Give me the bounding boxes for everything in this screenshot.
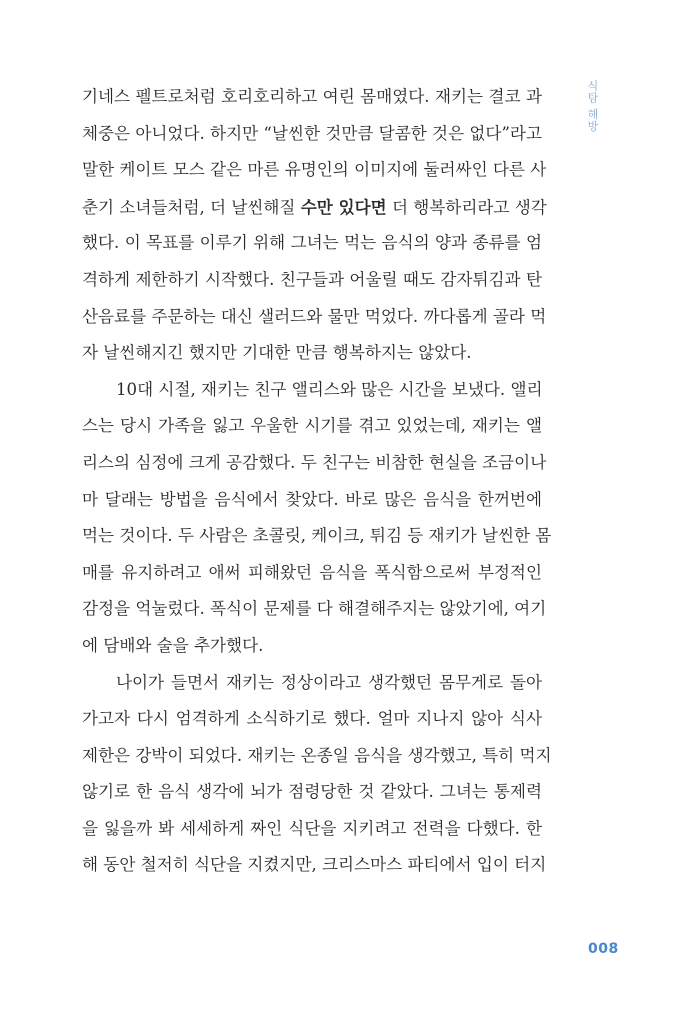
- text-line: 제한은 강박이 되었다. 재키는 온종일 음식을 생각했고, 특히 먹지: [82, 745, 552, 765]
- text-line: 리스의 심정에 크게 공감했다. 두 친구는 비참한 현실을 조금이나: [82, 452, 547, 472]
- text-line-with-emphasis: [82, 189, 547, 226]
- text-line: 감정을 억눌렀다. 폭식이 문제를 다 해결해주지는 않았기에, 여기: [82, 599, 547, 619]
- text-line: 말한 케이트 모스 같은 마른 유명인의 이미지에 둘러싸인 다른 사: [82, 160, 547, 180]
- body-text: [82, 79, 552, 884]
- text-line: 가고자 다시 엄격하게 소식하기로 했다. 얼마 지나지 않아 식사: [82, 709, 542, 729]
- text-line: 을 잃을까 봐 세세하게 짜인 식단을 지키려고 전력을 다했다. 한: [82, 818, 542, 838]
- text-line: 기네스 펠트로처럼 호리호리하고 여린 몸매였다. 재키는 결코 과: [82, 87, 542, 106]
- text-segment: 춘기 소녀들처럼, 더 날씬해질: [82, 197, 301, 217]
- text-line: 않기로 한 음식 생각에 뇌가 점령당한 것 같았다. 그녀는 통제력: [82, 782, 542, 802]
- text-line: 산음료를 주문하는 대신 샐러드와 물만 먹었다. 까다롭게 골라 먹: [82, 306, 547, 326]
- text-line: 격하게 제한하기 시작했다. 친구들과 어울릴 때도 감자튀김과 탄: [82, 269, 542, 289]
- text-line: 스는 당시 가족을 잃고 우울한 시기를 겪고 있었는데, 재키는 앨: [82, 416, 542, 436]
- text-line: 해 동안 철저히 식단을 지켰지만, 크리스마스 파티에서 입이 터지: [82, 855, 547, 875]
- page-number: 008: [588, 941, 619, 957]
- text-line: 에 담배와 술을 추가했다.: [82, 635, 264, 655]
- emphasized-text: 수만 있다면: [300, 196, 387, 217]
- text-line-paragraph-start: 나이가 들면서 재키는 정상이라고 생각했던 몸무게로 돌아: [116, 672, 542, 692]
- text-line: 매를 유지하려고 애써 피해왔던 음식을 폭식함으로써 부정적인: [82, 562, 542, 582]
- chapter-side-label: 식탐 해방: [586, 80, 599, 133]
- text-line: 했다. 이 목표를 이루기 위해 그녀는 먹는 음식의 양과 종류를 엄: [82, 233, 542, 253]
- text-line: 체중은 아니었다. 하지만 “날씬한 것만큼 달콤한 것은 없다”라고: [82, 123, 542, 143]
- text-line: 자 날씬해지긴 했지만 기대한 만큼 행복하지는 않았다.: [82, 343, 472, 363]
- text-line: 마 달래는 방법을 음식에서 찾았다. 바로 많은 음식을 한꺼번에: [82, 489, 542, 509]
- text-line-paragraph-start: 10대 시절, 재키는 친구 앨리스와 많은 시간을 보냈다. 앨리: [116, 379, 543, 399]
- text-segment: 더 행복하리라고 생각: [386, 197, 547, 217]
- text-line: 먹는 것이다. 두 사람은 초콜릿, 케이크, 튀김 등 재키가 날씬한 몸: [82, 526, 552, 546]
